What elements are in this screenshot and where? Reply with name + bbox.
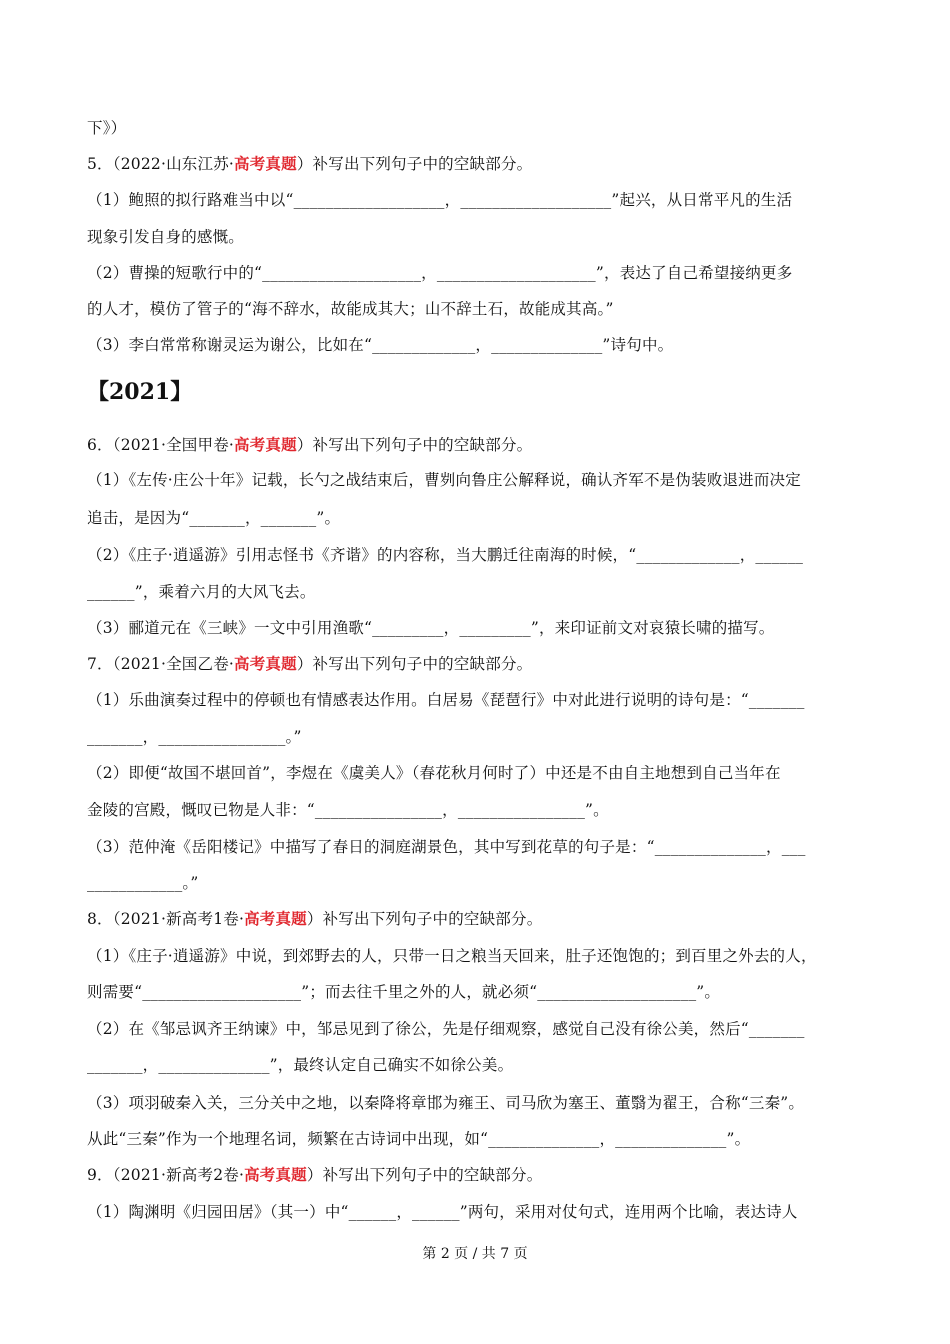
question-8-line: （2）在《邹忌讽齐王纳谏》中，邹忌见到了徐公，先是仔细观察，感觉自己没有徐公美，然后“_______ (87, 1020, 805, 1038)
section-heading-2021: 【2021】 (87, 379, 193, 405)
question-9-line: （1）陶渊明《归园田居》（其一）中“______，______”两句，采用对仗句式，连用两个比喻，表达诗人 (87, 1203, 798, 1221)
question-5-line: （2）曹操的短歌行中的“____________________，____________________”，表达了自己希望接纳更多 (87, 264, 793, 282)
question-8-line: （1）《庄子·逍遥游》中说，到郊野去的人，只带一日之粮当天回来，肚子还饱饱的；到百里之外去的人， (87, 947, 817, 965)
question-7-line: （3）范仲淹《岳阳楼记》中描写了春日的洞庭湖景色，其中写到花草的句子是：“______________，___ (87, 838, 806, 856)
question-7-line: 金陵的宫殿，慨叹已物是人非：“________________，________________”。 (87, 801, 609, 819)
question-6-header: 6．（2021·全国甲卷·高考真题）补写出下列句子中的空缺部分。 (87, 435, 533, 454)
question-5-header: 5．（2022·山东江苏·高考真题）补写出下列句子中的空缺部分。 (87, 154, 533, 173)
question-7-line: ____________。” (87, 874, 199, 892)
question-5-line: （1）鲍照的拟行路难当中以“___________________，___________________”起兴，从日常平凡的生活 (87, 191, 793, 209)
question-8-line: _______，______________”，最终认定自己确实不如徐公美。 (87, 1056, 514, 1074)
question-8-line: 则需要“____________________”；而去往千里之外的人，就必须“____________________”。 (87, 983, 721, 1001)
question-7-line: _______，________________。” (87, 728, 302, 746)
question-7-line: （2）即便“故国不堪回首”，李煜在《虞美人》（春花秋月何时了）中还是不由自主地想到自己当年在 (87, 764, 781, 782)
question-6-line: （3）郦道元在《三峡》一文中引用渔歌“_________，_________”，来印证前文对哀猿长啸的描写。 (87, 619, 775, 637)
question-8-line: （3）项羽破秦入关，三分关中之地，以秦降将章邯为雍王、司马欣为塞王、董翳为翟王，合称“三秦”。 (87, 1094, 805, 1112)
question-9-header: 9．（2021·新高考2卷·高考真题）补写出下列句子中的空缺部分。 (87, 1165, 543, 1184)
question-6-line: （2）《庄子·逍遥游》引用志怪书《齐谐》的内容称，当大鹏迁往南海的时候，“_____________，______ (87, 546, 804, 564)
question-5-line: 的人才，模仿了管子的“海不辞水，故能成其大；山不辞土石，故能成其高。” (87, 300, 614, 318)
question-8-header: 8．（2021·新高考1卷·高考真题）补写出下列句子中的空缺部分。 (87, 909, 543, 928)
question-6-line: ______”，乘着六月的大风飞去。 (87, 583, 316, 601)
question-8-line: 从此“三秦”作为一个地理名词，频繁在古诗词中出现，如“______________，______________”。 (87, 1130, 751, 1148)
question-6-line: 追击，是因为“_______，_______”。 (87, 509, 341, 527)
question-5-line: 现象引发自身的感慨。 (87, 228, 245, 246)
question-7-line: （1）乐曲演奏过程中的停顿也有情感表达作用。白居易《琵琶行》中对此进行说明的诗句是：“_______ (87, 691, 805, 709)
page-footer: 第 2 页 / 共 7 页 (422, 1246, 528, 1262)
question-5-line: （3）李白常常称谢灵运为谢公，比如在“_____________，______________”诗句中。 (87, 336, 674, 354)
question-6-line: （1）《左传·庄公十年》记载，长勺之战结束后，曹刿向鲁庄公解释说，确认齐军不是伪装败退进而决定 (87, 471, 801, 489)
continued-text: 下》） (87, 119, 127, 137)
question-7-header: 7．（2021·全国乙卷·高考真题）补写出下列句子中的空缺部分。 (87, 654, 533, 673)
